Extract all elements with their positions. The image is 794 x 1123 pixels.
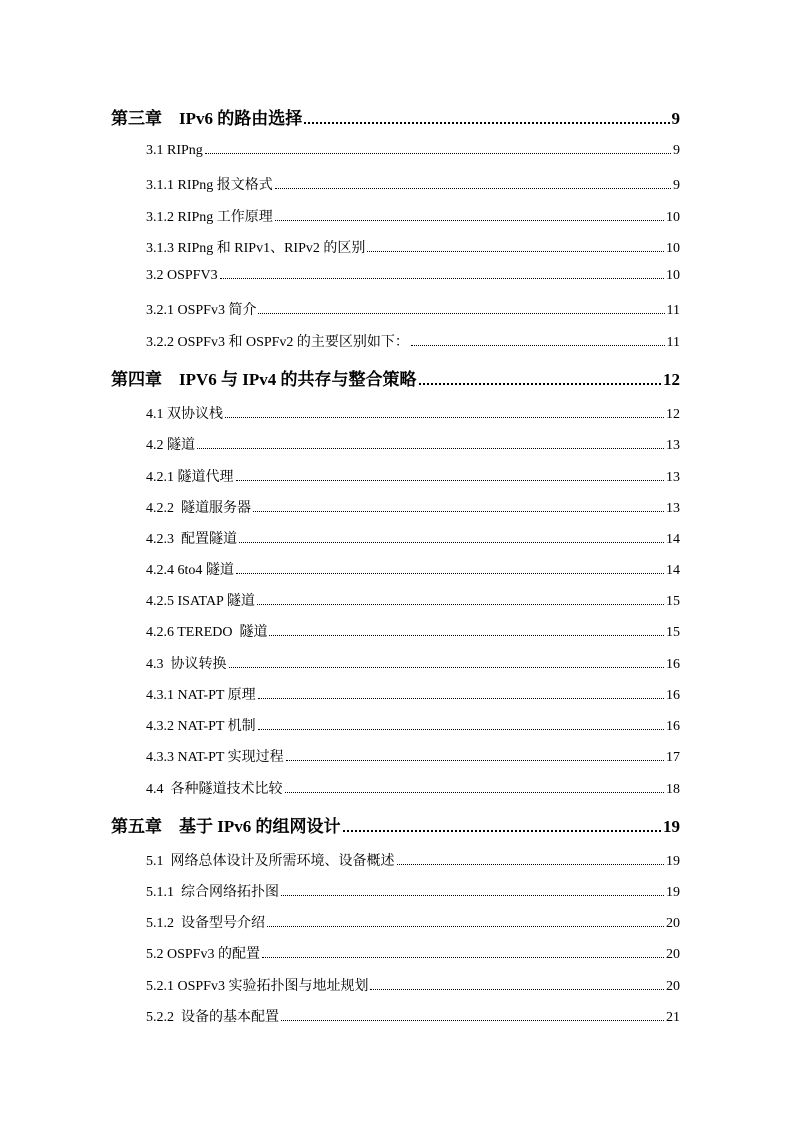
toc-entry-title: 第三章 IPv6 的路由选择 (111, 109, 303, 128)
toc-section-entry[interactable] (146, 881, 680, 901)
toc-page-number: 12 (666, 407, 680, 422)
toc-page-number: 10 (666, 241, 680, 256)
toc-entry-title: 4.4 各种隧道技术比较 (146, 782, 283, 797)
toc-section-entry[interactable] (146, 621, 680, 641)
toc-chapter-entry[interactable] (111, 365, 680, 390)
toc-section-entry[interactable] (146, 466, 680, 486)
toc-page-number: 11 (666, 303, 680, 318)
toc-dot-leader (411, 345, 665, 346)
toc-page-number: 17 (666, 750, 680, 765)
toc-section-entry[interactable] (146, 975, 680, 995)
toc-section-entry[interactable] (146, 268, 680, 284)
toc-entry-title: 4.3.3 NAT-PT 实现过程 (146, 750, 284, 765)
toc-dot-leader (258, 698, 664, 699)
toc-section-entry[interactable] (146, 237, 680, 257)
toc-dot-leader (225, 417, 664, 418)
toc-chapter-entry[interactable] (111, 812, 680, 837)
toc-dot-leader (397, 864, 665, 865)
toc-dot-leader (239, 542, 664, 543)
toc-dot-leader (253, 511, 664, 512)
toc-dot-leader (275, 220, 664, 221)
toc-section-entry[interactable] (146, 206, 680, 226)
toc-section-entry[interactable] (146, 299, 680, 319)
toc-section-entry[interactable] (146, 912, 680, 932)
toc-dot-leader (257, 604, 664, 605)
toc-entry-title: 3.1.3 RIPng 和 RIPv1、RIPv2 的区别 (146, 241, 366, 256)
toc-page-number: 10 (666, 268, 680, 283)
toc-dot-leader (269, 635, 664, 636)
toc-section-entry[interactable] (146, 174, 680, 194)
toc-page-number: 20 (666, 947, 680, 962)
toc-page-number: 16 (666, 719, 680, 734)
toc-entry-title: 5.2 OSPFv3 的配置 (146, 947, 260, 962)
toc-entry-title: 第四章 IPV6 与 IPv4 的共存与整合策略 (111, 370, 417, 389)
toc-entry-title: 3.2 OSPFV3 (146, 268, 218, 283)
toc-dot-leader (197, 448, 664, 449)
toc-page-number: 19 (666, 885, 680, 900)
toc-entry-title: 4.2.4 6to4 隧道 (146, 563, 234, 578)
toc-page-number: 15 (666, 625, 680, 640)
toc-dot-leader (419, 383, 661, 385)
toc-entry-title: 4.2 隧道 (146, 438, 195, 453)
toc-entry-title: 第五章 基于 IPv6 的组网设计 (111, 817, 341, 836)
toc-entry-title: 5.1.1 综合网络拓扑图 (146, 885, 279, 900)
toc-entry-title: 3.1.1 RIPng 报文格式 (146, 178, 273, 193)
toc-page-number: 19 (663, 817, 680, 836)
toc-page-number: 16 (666, 657, 680, 672)
toc-entry-title: 4.2.2 隧道服务器 (146, 501, 251, 516)
toc-section-entry[interactable] (146, 850, 680, 870)
toc-dot-leader (281, 895, 664, 896)
toc-entry-title: 4.2.3 配置隧道 (146, 532, 237, 547)
toc-section-entry[interactable] (146, 143, 680, 159)
toc-dot-leader (285, 792, 665, 793)
toc-entry-title: 4.2.6 TEREDO 隧道 (146, 625, 268, 640)
toc-entry-title: 3.1.2 RIPng 工作原理 (146, 210, 273, 225)
toc-page-number: 14 (666, 532, 680, 547)
toc-dot-leader (236, 480, 665, 481)
toc-dot-leader (262, 957, 664, 958)
toc-entry-title: 5.2.1 OSPFv3 实验拓扑图与地址规划 (146, 979, 369, 994)
toc-page-number: 20 (666, 979, 680, 994)
toc-entry-title: 4.1 双协议栈 (146, 407, 223, 422)
toc-entry-title: 3.1 RIPng (146, 143, 203, 158)
toc-dot-leader (343, 830, 662, 832)
toc-dot-leader (267, 926, 664, 927)
toc-entry-title: 4.2.5 ISATAP 隧道 (146, 594, 255, 609)
toc-section-entry[interactable] (146, 528, 680, 548)
toc-entry-title: 3.2.2 OSPFv3 和 OSPFv2 的主要区别如下： (146, 335, 409, 350)
toc-dot-leader (304, 122, 669, 124)
toc-dot-leader (281, 1020, 664, 1021)
toc-entry-title: 3.2.1 OSPFv3 简介 (146, 303, 257, 318)
toc-dot-leader (236, 573, 664, 574)
toc-page-number: 9 (673, 178, 680, 193)
toc-dot-leader (286, 760, 664, 761)
toc-page-number: 14 (666, 563, 680, 578)
toc-page-number: 18 (666, 782, 680, 797)
toc-page-number: 21 (666, 1010, 680, 1025)
toc-section-entry[interactable] (146, 1006, 680, 1026)
toc-section-entry[interactable] (146, 403, 680, 423)
toc-section-entry[interactable] (146, 497, 680, 517)
toc-dot-leader (370, 989, 664, 990)
toc-page-number: 19 (666, 854, 680, 869)
toc-entry-title: 4.3 协议转换 (146, 657, 227, 672)
toc-entry-title: 4.3.1 NAT-PT 原理 (146, 688, 256, 703)
toc-section-entry[interactable] (146, 715, 680, 735)
toc-page-number: 16 (666, 688, 680, 703)
toc-page-number: 13 (666, 438, 680, 453)
toc-dot-leader (275, 188, 671, 189)
toc-page-number: 20 (666, 916, 680, 931)
toc-page-number: 11 (666, 335, 680, 350)
toc-page-number: 13 (666, 470, 680, 485)
toc-page-number: 13 (666, 501, 680, 516)
toc-dot-leader (205, 153, 671, 154)
toc-section-entry[interactable] (146, 746, 680, 766)
toc-dot-leader (258, 313, 664, 314)
toc-page-number: 12 (663, 370, 680, 389)
toc-dot-leader (258, 729, 664, 730)
toc-entry-title: 4.2.1 隧道代理 (146, 470, 234, 485)
toc-section-entry[interactable] (146, 590, 680, 610)
toc-page-number: 10 (666, 210, 680, 225)
toc-section-entry[interactable] (146, 943, 680, 963)
toc-chapter-entry[interactable] (111, 104, 680, 129)
toc-section-entry[interactable] (146, 559, 680, 579)
toc-entry-title: 5.1.2 设备型号介绍 (146, 916, 265, 931)
toc-dot-leader (220, 278, 664, 279)
toc-entry-title: 5.2.2 设备的基本配置 (146, 1010, 279, 1025)
toc-section-entry[interactable] (146, 778, 680, 798)
toc-section-entry[interactable] (146, 434, 680, 454)
toc-dot-leader (367, 251, 664, 252)
toc-entry-title: 4.3.2 NAT-PT 机制 (146, 719, 256, 734)
toc-section-entry[interactable] (146, 331, 680, 351)
toc-page-number: 15 (666, 594, 680, 609)
toc-section-entry[interactable] (146, 653, 680, 673)
toc-page-number: 9 (671, 109, 680, 128)
toc-section-entry[interactable] (146, 684, 680, 704)
toc-entry-title: 5.1 网络总体设计及所需环境、设备概述 (146, 854, 395, 869)
toc-page-number: 9 (673, 143, 680, 158)
toc-dot-leader (229, 667, 665, 668)
